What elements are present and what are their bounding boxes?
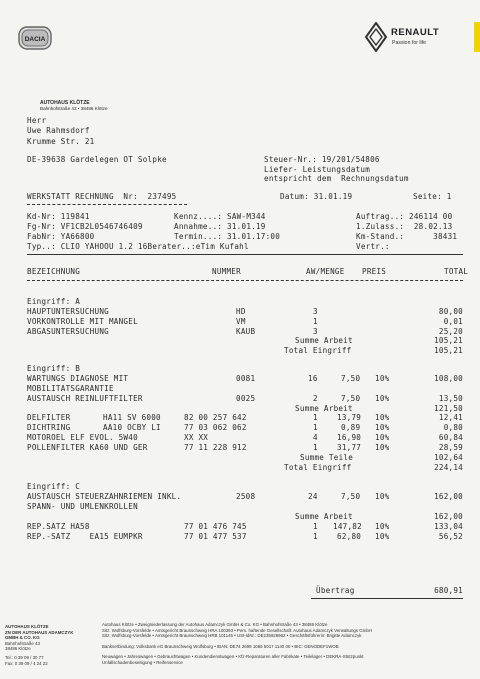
row-quantity: 3 [313, 327, 318, 336]
block-c-sum: 162,00 [434, 512, 463, 521]
footer-company: AUTOHAUS KLÖTZE [5, 624, 49, 629]
part-number: 77 01 476 745 [184, 522, 247, 531]
footer-line: Sitz: Wolfsburg-Vorsfelde • Amtsgericht Braunschweig HRA 100393 • Pers. haftende Gesellschaft: Autohaus Adamczyk Verwaltungs GmbH [102, 627, 372, 633]
tax-number: Steuer-Nr.: 19/201/54806 [264, 155, 380, 164]
footer-line: Autohaus Klötze • Zweigniederlassung der Autohaus Adamczyk GmbH & Co. KG • Bahnhofstraße 43 • 38486 Klötze [102, 622, 328, 627]
col-nummer: NUMMER [212, 267, 241, 276]
svg-text:DACIA: DACIA [24, 36, 46, 43]
footer-bank: Bankverbindung: Volksbank eG Braunschweig Wolfsburg • IBAN: DE74 2699 1066 5017 1140 00 • BIC: GENODEF1WOB [102, 643, 339, 649]
row-quantity: 3 [313, 307, 318, 316]
row-number: 2508 [236, 492, 256, 501]
row-vat: 10% [375, 374, 390, 383]
recipient-city: DE-39638 Gardelegen OT Solpke [27, 155, 167, 164]
vehicle-separator [27, 254, 463, 255]
renault-tagline: Passion for life [392, 40, 427, 46]
block-a-sum-label: Summe Arbeit [295, 336, 353, 345]
part-total: 133,04 [434, 522, 463, 531]
first-registration: 1.Zulass.: 28.02.13 [356, 222, 453, 231]
part-total: 12,41 [438, 413, 463, 422]
part-total: 56,52 [438, 532, 463, 541]
acceptance-date: Annahme..: 31.01.19 [174, 222, 266, 231]
row-number: VM [236, 317, 246, 326]
row-vat: 10% [375, 394, 390, 403]
yellow-brand-bar [474, 22, 480, 52]
carry-over-label: Übertrag [316, 586, 355, 595]
part-number: 77 01 477 537 [184, 532, 247, 541]
footer-left [5, 624, 91, 666]
sender-address: Bahnhofstraße 43 • 38486 Klötze [40, 106, 108, 111]
row-price: 7,50 [341, 374, 361, 383]
part-quantity: 1 [313, 423, 318, 432]
row-number: 0081 [236, 374, 256, 383]
row-label: HAUPTUNTERSUCHUNG [27, 307, 109, 316]
renault-logo [364, 22, 388, 52]
part-price: 0,89 [341, 423, 361, 432]
part-label: REP.SATZ HA58 [27, 522, 90, 531]
row-vat: 10% [375, 492, 390, 501]
block-a-heading: Eingriff: A [27, 297, 81, 306]
part-price: 13,79 [337, 413, 362, 422]
part-number: 77 11 228 912 [184, 443, 247, 452]
part-total: 60,84 [438, 433, 463, 442]
part-vat: 10% [375, 423, 390, 432]
part-price: 147,82 [333, 522, 362, 531]
part-vat: 10% [375, 443, 390, 452]
footer-phone: Tel.: 0 39 09 / 30 77 [5, 654, 44, 660]
row-number: KAUB [236, 327, 256, 336]
row-label: AUSTAUSCH REINLUFTFILTER [27, 394, 143, 403]
part-price: 31,77 [337, 443, 362, 452]
vehicle-type-advisor: Typ..: CLIO YAHOOU 1.2 16Berater..:eTim Kufahl [27, 242, 249, 251]
part-vat: 10% [375, 522, 390, 531]
row-total: 25,20 [438, 327, 463, 336]
col-total: TOTAL [444, 267, 469, 276]
invoice-date: Datum: 31.01.19 [280, 192, 353, 201]
row-label: MOBILITATSGARANTIE [27, 384, 114, 393]
delivery-date-label: Liefer- Leistungsdatum [264, 165, 371, 174]
block-c-sum-label: Summe Arbeit [295, 512, 353, 521]
part-quantity: 1 [313, 522, 318, 531]
col-aw-menge: AW/MENGE [306, 267, 345, 276]
block-b-heading: Eingriff: B [27, 364, 81, 373]
part-code: AA10 OCBY LI [103, 423, 161, 432]
footer-services: Unfallschadenbeseitigung • Reifenservice [102, 659, 183, 665]
carry-over-underline [311, 598, 463, 599]
footer-line: Sitz: Wolfsburg-Vorsfelde • Amtsgericht Braunschweig HRB 101145 • USt-IdNr.: DE235928962 • Geschäftsführerin: Brigitte Adamczyk [102, 633, 362, 639]
part-price: 16,90 [337, 433, 362, 442]
row-label: SPANN- UND UMLENKROLLEN [27, 502, 138, 511]
row-total: 162,00 [434, 492, 463, 501]
block-b-parts-sum-label: Summe Teile [300, 453, 354, 462]
row-quantity: 1 [313, 317, 318, 326]
part-quantity: 1 [313, 413, 318, 422]
row-total: 13,50 [438, 394, 463, 403]
footer-right [102, 622, 474, 666]
appointment: Termin...: 31.01.17:00 [174, 232, 281, 241]
part-quantity: 1 [313, 532, 318, 541]
footer-city: 38486 Klötze [5, 646, 31, 652]
vin: Fg-Nr: VF1CB2L0546746409 [27, 222, 143, 231]
row-quantity: 16 [308, 374, 318, 383]
footer-street: Bahnhofstraße 43 [5, 640, 40, 646]
part-label: REP.-SATZ EA15 EUMPKR [27, 532, 143, 541]
renault-wordmark: RENAULT [391, 27, 440, 38]
footer-fax: Fax: 0 39 09 / 4 24 22 [5, 660, 48, 666]
block-b-labor-sum-label: Summe Arbeit [295, 404, 353, 413]
block-b-total-label: Total Eingriff [284, 463, 352, 472]
block-c-heading: Eingriff: C [27, 482, 81, 491]
contract: Vertr.: [356, 242, 390, 251]
mileage: Km-Stand.: 38431 [356, 232, 458, 241]
row-number: HD [236, 307, 246, 316]
part-quantity: 4 [313, 433, 318, 442]
col-bezeichnung: BEZEICHNUNG [27, 267, 81, 276]
part-total: 28,59 [438, 443, 463, 452]
customer-number: Kd-Nr: 119841 [27, 212, 90, 221]
col-preis: PREIS [362, 267, 387, 276]
row-price: 7,50 [341, 394, 361, 403]
footer-company-line: GMBH & CO. KG [5, 635, 40, 641]
recipient-name: Uwe Rahmsdorf [27, 126, 90, 135]
recipient-salutation: Herr [27, 116, 47, 125]
part-number: 77 03 062 062 [184, 423, 247, 432]
invoice-title: WERKSTATT RECHNUNG Nr: 237495 [27, 192, 177, 201]
row-total: 0,01 [443, 317, 463, 326]
block-a-sum: 105,21 [434, 336, 463, 345]
columns-dash-line [27, 280, 463, 281]
license-plate: Kennz....: SAW-M344 [174, 212, 266, 221]
part-vat: 10% [375, 532, 390, 541]
row-label: VORKONTROLLE MIT MANGEL [27, 317, 138, 326]
recipient-street: Krumme Str. 21 [27, 137, 95, 146]
row-quantity: 24 [308, 492, 318, 501]
block-b-total: 224,14 [434, 463, 463, 472]
part-total: 0,80 [443, 423, 463, 432]
row-price: 7,50 [341, 492, 361, 501]
delivery-date-note: entspricht dem Rechnungsdatum [264, 174, 409, 183]
footer-services: Neuwagen • Jahreswagen • Gebrauchtwagen • Kundendienstwagen • Kfz-Reparaturen aller Fabrikate • Teilelager • DEKRA-Stützpunkt [102, 654, 364, 660]
part-quantity: 1 [313, 443, 318, 452]
page-number: Seite: 1 [413, 192, 452, 201]
part-label: DICHTRING [27, 423, 71, 432]
row-label: AUSTAUSCH STEUERZAHNRIEMEN INKL. [27, 492, 182, 501]
part-vat: 10% [375, 433, 390, 442]
part-number: 82 00 257 642 [184, 413, 247, 422]
header-dash-line [27, 204, 187, 205]
fab-number: FabNr: YA66800 [27, 232, 95, 241]
row-number: 0025 [236, 394, 256, 403]
part-label: DELFILTER [27, 413, 71, 422]
sender-name: AUTOHAUS KLÖTZE [40, 100, 90, 106]
carry-over-value: 680,91 [434, 586, 463, 595]
part-label: POLLENFILTER KA60 UND GER [27, 443, 148, 452]
block-b-parts-sum: 102,64 [434, 453, 463, 462]
block-a-total: 105,21 [434, 346, 463, 355]
block-b-labor-sum: 121,50 [434, 404, 463, 413]
part-price: 62,80 [337, 532, 362, 541]
part-code: HA11 SV 6000 [103, 413, 161, 422]
row-total: 80,00 [438, 307, 463, 316]
row-quantity: 2 [313, 394, 318, 403]
row-label: WARTUNGS DIAGNOSE MIT [27, 374, 129, 383]
dacia-logo [18, 24, 52, 52]
row-total: 108,00 [434, 374, 463, 383]
block-a-total-label: Total Eingriff [284, 346, 352, 355]
order-number: Auftrag..: 246114 00 [356, 212, 453, 221]
footer-company-line: ZN DER AUTOHAUS ADAMCZYK [5, 629, 74, 635]
part-number: XX XX [184, 433, 209, 442]
row-label: ABGASUNTERSUCHUNG [27, 327, 109, 336]
part-vat: 10% [375, 413, 390, 422]
part-label: MOTOROEL ELF EVOL. 5W40 [27, 433, 138, 442]
